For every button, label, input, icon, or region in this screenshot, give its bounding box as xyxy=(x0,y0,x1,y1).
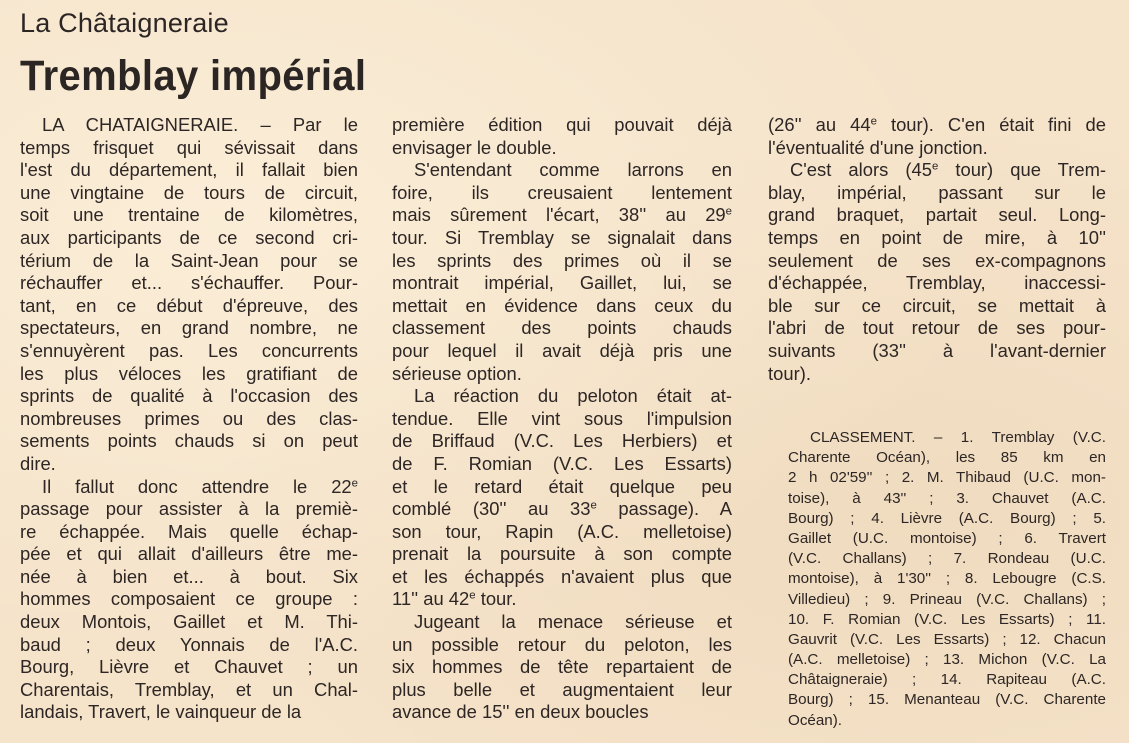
text-line: de F. Romian (V.C. Les Essarts) xyxy=(392,452,732,474)
text-line: Bourg) ; 15. Menanteau (V.C. Charente xyxy=(788,691,1106,709)
text-line: tour. Si Tremblay se signalait dans xyxy=(392,226,732,248)
text-line: (V.C. Challans) ; 7. Rondeau (U.C. xyxy=(788,550,1106,568)
text-line: Jugeant la menace sérieuse et xyxy=(414,611,732,633)
text-line: ble sur ce circuit, se mettait à xyxy=(768,294,1106,316)
text-line: les plus véloces les gratifiant de xyxy=(20,362,358,384)
text-line: 10. F. Romian (V.C. Les Essarts) ; 11. xyxy=(788,610,1106,628)
text-line: de Briffaud (V.C. Les Herbiers) et xyxy=(392,430,732,452)
text-line: Charentais, Tremblay, et un Chal- xyxy=(20,678,358,700)
text-line: aux participants de ce second cri- xyxy=(20,226,358,248)
article-column-1 xyxy=(20,114,358,724)
text-line: Gauvrit (V.C. Les Essarts) ; 12. Chacun xyxy=(788,630,1106,648)
text-line: deux Montois, Gaillet et M. Thi- xyxy=(20,611,358,633)
text-line: s'ennuyèrent pas. Les concurrents xyxy=(20,339,358,361)
text-line: nombreuses primes ou des clas- xyxy=(20,407,358,429)
text-line: mettait en évidence dans ceux du xyxy=(392,294,732,316)
text-line: seulement de ses ex-compagnons xyxy=(768,249,1106,271)
text-line: soit une trentaine de kilomètres, xyxy=(20,204,358,226)
headline: Tremblay impérial xyxy=(20,52,367,100)
text-line: envisager le double. xyxy=(392,136,557,158)
text-line: Châtaigneraie) ; 14. Rapiteau (A.C. xyxy=(788,671,1106,689)
text-line: pée et qui allait d'ailleurs être me- xyxy=(20,543,358,565)
text-line: et les échappés n'avaient plus que xyxy=(392,565,732,587)
text-line: Villedieu) ; 9. Prineau (V.C. Challans) ; xyxy=(788,590,1106,608)
text-line: térium de la Saint-Jean pour se xyxy=(20,249,358,271)
text-line: passage pour assister à la premiè- xyxy=(20,498,358,520)
text-line: pour lequel il avait déjà pris une xyxy=(392,339,732,361)
text-line: avance de 15'' en deux boucles xyxy=(392,701,649,723)
text-line: sérieuse option. xyxy=(392,362,522,384)
text-line: tant, en ce début d'épreuve, des xyxy=(20,294,358,316)
text-line: foire, ils creusaient lentement xyxy=(392,181,732,203)
text-line: landais, Travert, le vainqueur de la xyxy=(20,701,302,723)
text-line: tour). xyxy=(768,362,811,384)
text-line: Océan). xyxy=(788,711,843,729)
text-line: temps frisquet qui sévissait dans xyxy=(20,136,358,158)
text-line: Bourg, Lièvre et Chauvet ; un xyxy=(20,656,358,678)
text-line: baud ; deux Yonnais de l'A.C. xyxy=(20,633,358,655)
text-line: 2 h 02'59'' ; 2. M. Thibaud (U.C. mon- xyxy=(788,469,1106,487)
text-line: Bourg) ; 4. Lièvre (A.C. Bourg) ; 5. xyxy=(788,509,1106,527)
text-line: sements points chauds si on peut xyxy=(20,430,358,452)
text-line: une vingtaine de tours de circuit, xyxy=(20,181,358,203)
text-line: CLASSEMENT. – 1. Tremblay (V.C. xyxy=(810,429,1106,446)
text-line: réchauffer et... s'échauffer. Pour- xyxy=(20,272,358,294)
text-line: un possible retour du peloton, les xyxy=(392,633,732,655)
text-line: spectateurs, en grand nombre, ne xyxy=(20,317,358,339)
text-line: montoise), à 1'30'' ; 8. Lebougre (C.S. xyxy=(788,570,1106,588)
text-line: 11'' au 42e tour. xyxy=(392,588,517,610)
text-line: première édition qui pouvait déjà xyxy=(392,114,732,135)
text-line: montrait impérial, Gaillet, lui, se xyxy=(392,272,732,294)
text-line: (26'' au 44e tour). C'en était fini de xyxy=(768,114,1106,135)
text-line: Gaillet (U.C. montoise) ; 6. Travert xyxy=(788,529,1106,547)
text-line: sprints de qualité à l'occasion des xyxy=(20,385,358,407)
text-line: comblé (30'' au 33e passage). A xyxy=(392,498,732,520)
text-line: d'échappée, Tremblay, inaccessi- xyxy=(768,272,1106,294)
text-line: les sprints des primes où il se xyxy=(392,249,732,271)
text-line: grand braquet, partait seul. Long- xyxy=(768,204,1106,226)
text-line: classement des points chauds xyxy=(392,317,732,339)
classement-results xyxy=(788,428,1106,731)
text-line: et le retard était quelque peu xyxy=(392,475,732,497)
text-line: six hommes de tête repartaient de xyxy=(392,656,732,678)
text-line: blay, impérial, passant sur le xyxy=(768,181,1106,203)
text-line: dire. xyxy=(20,452,56,474)
article-column-2 xyxy=(392,114,732,724)
article-column-3 xyxy=(768,114,1106,385)
text-line: tendue. Elle vint sous l'impulsion xyxy=(392,407,732,429)
text-line: l'abri de tout retour de ses pour- xyxy=(768,317,1106,339)
kicker: La Châtaigneraie xyxy=(20,8,229,38)
text-line: son tour, Rapin (A.C. melletoise) xyxy=(392,520,732,542)
text-line: re échappée. Mais quelle échap- xyxy=(20,520,358,542)
text-line: C'est alors (45e tour) que Trem- xyxy=(790,159,1107,181)
text-line: prenait la poursuite à son compte xyxy=(392,543,732,565)
text-line: S'entendant comme larrons en xyxy=(414,159,732,181)
text-line: toise), à 43'' ; 3. Chauvet (A.C. xyxy=(788,489,1106,507)
text-line: Charente Océan), les 85 km en xyxy=(788,449,1106,467)
text-line: La réaction du peloton était at- xyxy=(414,385,732,407)
text-line: Il fallut donc attendre le 22e xyxy=(42,475,358,497)
text-line: LA CHATAIGNERAIE. – Par le xyxy=(42,114,358,135)
text-line: (A.C. melletoise) ; 13. Michon (V.C. La xyxy=(788,651,1106,669)
text-line: suivants (33'' à l'avant-dernier xyxy=(768,339,1106,361)
text-line: plus belle et augmentaient leur xyxy=(392,678,732,700)
text-line: hommes composaient ce groupe : xyxy=(20,588,358,610)
text-line: l'éventualité d'une jonction. xyxy=(768,136,988,158)
text-line: l'est du département, il fallait bien xyxy=(20,159,358,181)
text-line: temps en point de mire, à 10'' xyxy=(768,226,1106,248)
text-line: mais sûrement l'écart, 38'' au 29e xyxy=(392,204,732,226)
text-line: née à bien et... à bout. Six xyxy=(20,565,358,587)
